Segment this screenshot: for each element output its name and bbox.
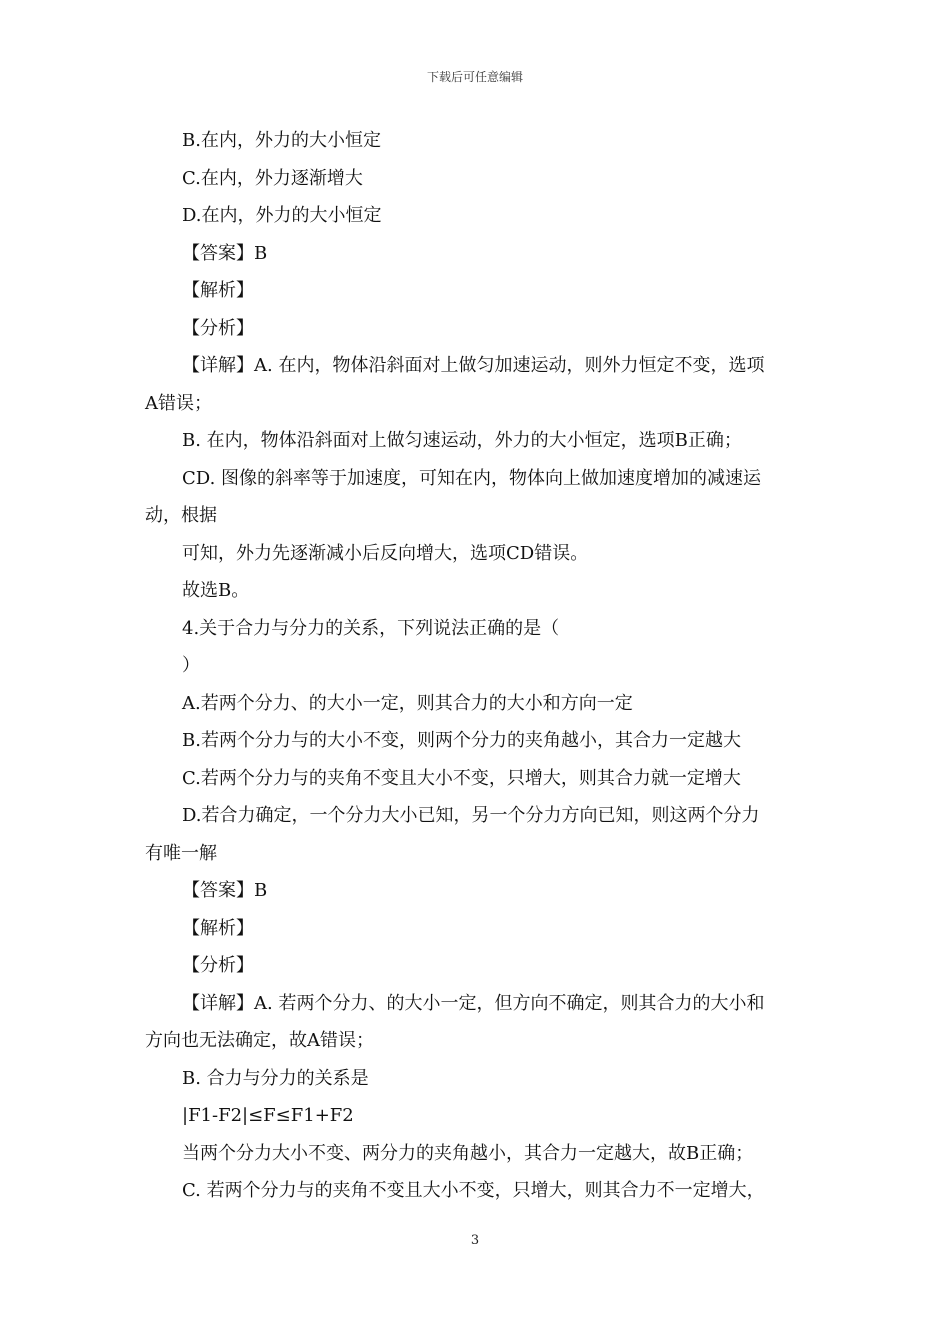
text-line: 【分析】 (182, 955, 254, 976)
text-line: 【详解】A. 若两个分力、的大小一定，但方向不确定，则其合力的大小和 (182, 992, 765, 1014)
text-line: 4.关于合力与分力的关系，下列说法正确的是（ (182, 617, 560, 639)
text-line: 动，根据 (145, 505, 217, 526)
text-line: 【解析】 (182, 280, 254, 301)
text-line: ） (182, 655, 200, 676)
text-line: B. 在内，物体沿斜面对上做匀速运动，外力的大小恒定，选项B正确； (182, 430, 742, 451)
formula-line: |F1-F2|≤F≤F1+F2 (182, 1105, 354, 1126)
text-line: 故选B。 (182, 580, 250, 601)
text-line: B.若两个分力与的大小不变，则两个分力的夹角越小，其合力一定越大 (182, 730, 741, 751)
text-line: 当两个分力大小不变、两分力的夹角越小，其合力一定越大，故B正确； (182, 1142, 754, 1164)
text-line: 方向也无法确定，故A错误； (145, 1030, 374, 1051)
text-line: D.若合力确定，一个分力大小已知，另一个分力方向已知，则这两个分力 (182, 805, 760, 826)
text-line: 【答案】B (182, 242, 268, 264)
text-line: A错误； (145, 392, 212, 414)
text-line: A.若两个分力、的大小一定，则其合力的大小和方向一定 (182, 692, 633, 714)
page-header: 下载后可任意编辑 (426, 70, 523, 84)
text-line: C.在内，外力逐渐增大 (182, 167, 363, 189)
page-number: 3 (470, 1233, 480, 1248)
text-line: C.若两个分力与的夹角不变且大小不变，只增大，则其合力就一定增大 (182, 767, 741, 789)
text-line: B. 合力与分力的关系是 (182, 1067, 369, 1089)
text-line: B.在内，外力的大小恒定 (182, 130, 381, 151)
text-line: C. 若两个分力与的夹角不变且大小不变，只增大，则其合力不一定增大， (182, 1180, 765, 1201)
text-line: 【详解】A. 在内，物体沿斜面对上做匀加速运动，则外力恒定不变，选项 (182, 355, 765, 376)
text-line: 【答案】B (182, 880, 268, 901)
text-line: 【解析】 (182, 917, 254, 939)
document-body (145, 122, 810, 1210)
text-line: D.在内，外力的大小恒定 (182, 205, 382, 226)
text-line: 【分析】 (182, 317, 254, 339)
text-line: 可知，外力先逐渐减小后反向增大，选项CD错误。 (182, 542, 589, 564)
text-line: CD. 图像的斜率等于加速度，可知在内，物体向上做加速度增加的减速运 (182, 467, 762, 489)
text-line: 有唯一解 (145, 842, 217, 864)
